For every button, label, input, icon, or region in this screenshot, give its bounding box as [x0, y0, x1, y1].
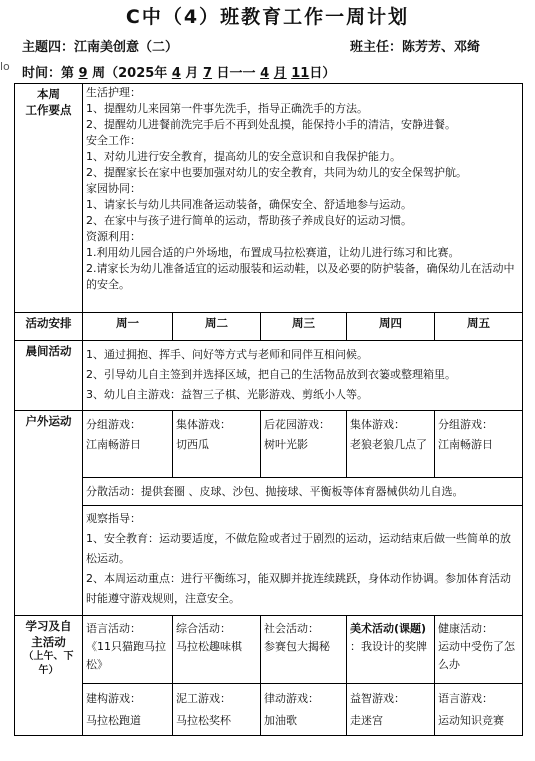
- activity-name: 运动中受伤了怎么办: [438, 640, 515, 671]
- study-1-thu: [347, 616, 435, 684]
- activity-name: 参赛包大揭秘: [264, 640, 330, 653]
- game-name: 切西瓜: [176, 438, 209, 451]
- margin-marker: lo: [0, 60, 10, 73]
- morning-row: [15, 341, 523, 411]
- focus-line: 安全工作：: [86, 134, 141, 147]
- focus-line: 2、提醒幼儿进餐前洗完手后不再到处乱摸，能保持小手的清洁，安静进餐。: [86, 118, 456, 131]
- focus-label: [15, 84, 83, 313]
- activity-name: ：我设计的奖牌: [350, 640, 427, 653]
- morning-line: 2、引导幼儿自主签到并选择区域，把自己的生活物品放到衣篓或整理箱里。: [86, 368, 456, 381]
- activity-name: 加油歌: [264, 714, 297, 727]
- activity-type: 语言活动：: [86, 622, 141, 635]
- focus-label-line: 工作要点: [25, 103, 72, 117]
- activity-type: 美术活动(课题): [350, 622, 427, 635]
- study-2-fri: [435, 684, 523, 736]
- study-label-line: 学习及自: [25, 619, 72, 633]
- outdoor-guide: [83, 506, 523, 616]
- end-month: 4: [260, 66, 270, 81]
- game-name: 江南畅游日: [438, 438, 493, 451]
- time-prefix: 时间：第: [22, 66, 75, 81]
- study-2-mon: [83, 684, 173, 736]
- schedule-label: 活动安排: [15, 313, 83, 341]
- game-type: 集体游戏：: [176, 418, 231, 431]
- focus-line: 1、提醒幼儿来园第一件事先洗手，指导正确洗手的方法。: [86, 102, 368, 115]
- game-type: 分组游戏：: [438, 418, 493, 431]
- study-1-mon: [83, 616, 173, 684]
- guide-line: 2、本周运动重点：进行平衡练习，能双脚并拢连续跳跃，身体动作协调。参加体育活动时能遵守游戏规则，注意安全。: [86, 572, 511, 605]
- outdoor-game-fri: [435, 411, 523, 478]
- page-title: C中（4）班教育工作一周计划: [125, 6, 410, 28]
- outdoor-scattered-row: [15, 478, 523, 506]
- focus-line: 1、对幼儿进行安全教育，提高幼儿的安全意识和自我保护能力。: [86, 150, 401, 163]
- activity-name: 马拉松奖杯: [176, 714, 231, 727]
- end-month-label: 月: [273, 66, 287, 81]
- study-2-thu: [347, 684, 435, 736]
- game-type: 后花园游戏：: [264, 418, 330, 431]
- activity-type: 建构游戏：: [86, 692, 141, 705]
- activity-type: 益智游戏：: [350, 692, 405, 705]
- guide-line: 1、安全教育：运动要适度，不做危险或者过于剧烈的运动，运动结束后做一些简单的放松运动。: [86, 532, 511, 565]
- activity-name: 走迷宫: [350, 714, 383, 727]
- game-name: 树叶光影: [264, 438, 308, 451]
- weekly-plan-table: [14, 83, 523, 736]
- activity-name: 马拉松跑道: [86, 714, 141, 727]
- study-label-line: 主活动: [31, 635, 66, 649]
- outdoor-guide-row: [15, 506, 523, 616]
- focus-label-line: 本周: [37, 87, 60, 101]
- activity-type: 综合活动：: [176, 622, 231, 635]
- focus-line: 2.请家长为幼儿准备适宜的运动服装和运动鞋，以及必要的防护装备，确保幼儿在活动中的安全。: [86, 262, 515, 291]
- outdoor-game-wed: [261, 411, 347, 478]
- day-mon: 周一: [83, 313, 173, 341]
- focus-content: [83, 84, 523, 313]
- time-line: [22, 62, 532, 81]
- focus-line: 生活护理：: [86, 86, 141, 99]
- study-label-note: （上午、下午）: [23, 651, 74, 676]
- scattered-text: 分散活动：提供套圈 、皮球、沙包、抛接球、平衡板等体育器械供幼儿自选。: [86, 484, 464, 498]
- day-fri: 周五: [435, 313, 523, 341]
- end-day: 11: [291, 66, 310, 81]
- teacher-label: 班主任：陈芳芳、邓绮: [350, 40, 481, 55]
- day-wed: 周三: [261, 313, 347, 341]
- focus-line: 2、提醒家长在家中也要加强对幼儿的安全教育，共同为幼儿的安全保驾护航。: [86, 166, 467, 179]
- game-name: 江南畅游日: [86, 438, 141, 451]
- activity-type: 健康活动：: [438, 622, 493, 635]
- outdoor-label: 户外运动: [15, 411, 83, 616]
- morning-label: 晨间活动: [15, 341, 83, 411]
- guide-title: 观察指导：: [86, 512, 141, 525]
- activity-name: 《11只猫跑马拉松》: [86, 640, 166, 671]
- study-label: [15, 616, 83, 736]
- study-1-wed: [261, 616, 347, 684]
- study-row-2: [15, 684, 523, 736]
- day-tue: 周二: [173, 313, 261, 341]
- focus-line: 1.利用幼儿园合适的户外场地，布置成马拉松赛道，让幼儿进行练习和比赛。: [86, 246, 460, 259]
- focus-line: 1、请家长与幼儿共同准备运动装备，确保安全、舒适地参与运动。: [86, 198, 412, 211]
- time-end: 日）: [309, 66, 336, 81]
- schedule-row: [15, 313, 523, 341]
- outdoor-game-tue: [173, 411, 261, 478]
- activity-type: 律动游戏：: [264, 692, 319, 705]
- study-row-1: [15, 616, 523, 684]
- start-month-label: 月: [185, 66, 199, 81]
- start-month: 4: [171, 66, 181, 81]
- theme-label: 主题四：江南美创意（二）: [22, 40, 179, 55]
- focus-row: [15, 84, 523, 313]
- activity-type: 语言游戏：: [438, 692, 493, 705]
- focus-line: 资源利用：: [86, 230, 141, 243]
- game-type: 集体游戏：: [350, 418, 405, 431]
- time-range-sep: 日一一: [216, 66, 256, 81]
- morning-line: 1、通过拥抱、挥手、问好等方式与老师和同伴互相问候。: [86, 348, 368, 361]
- study-1-tue: [173, 616, 261, 684]
- outdoor-games-row: [15, 411, 523, 478]
- activity-name: 马拉松趣味棋: [176, 640, 242, 653]
- start-day: 7: [202, 66, 213, 81]
- outdoor-game-thu: [347, 411, 435, 478]
- week-number: 9: [78, 66, 88, 81]
- morning-content: [83, 341, 523, 411]
- morning-line: 3、幼儿自主游戏：益智三子棋、光影游戏、剪纸小人等。: [86, 388, 368, 401]
- outdoor-scattered: [83, 478, 523, 506]
- activity-name: 运动知识竞赛: [438, 714, 504, 727]
- game-type: 分组游戏：: [86, 418, 141, 431]
- time-week-suffix: 周（2025年: [92, 66, 168, 81]
- day-thu: 周四: [347, 313, 435, 341]
- focus-line: 家园协同：: [86, 182, 141, 195]
- outdoor-game-mon: [83, 411, 173, 478]
- study-1-fri: [435, 616, 523, 684]
- study-2-tue: [173, 684, 261, 736]
- activity-type: 泥工游戏：: [176, 692, 231, 705]
- focus-line: 2、在家中与孩子进行简单的运动，帮助孩子养成良好的运动习惯。: [86, 214, 412, 227]
- activity-type: 社会活动：: [264, 622, 319, 635]
- study-2-wed: [261, 684, 347, 736]
- game-name: 老狼老狼几点了: [350, 438, 427, 451]
